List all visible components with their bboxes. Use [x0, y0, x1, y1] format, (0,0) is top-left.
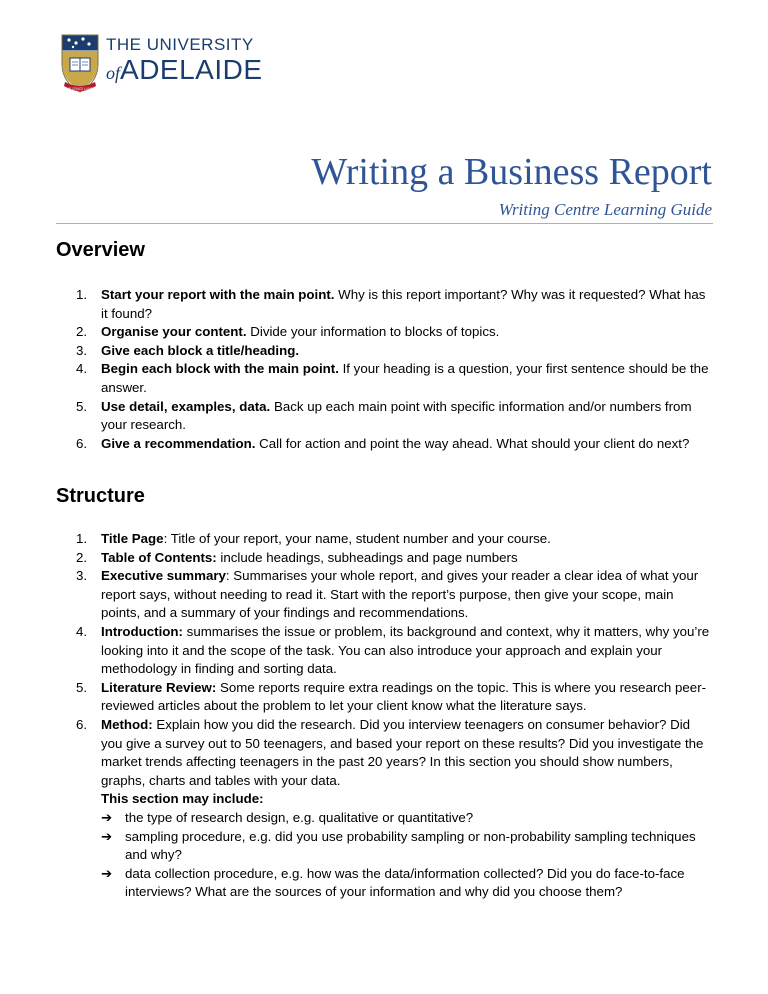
list-item: 6. Give a recommendation. Call for action and point the way ahead. What should your client do next?: [76, 435, 690, 451]
list-item: 2. Table of Contents: include headings, subheadings and page numbers: [76, 549, 518, 565]
list-item: 1. Start your report with the main point. Why is this report important? Why was it requested? What has it found?: [76, 287, 706, 321]
list-item: 3. Give each block a title/heading.: [76, 342, 300, 358]
logo-of: of: [106, 63, 121, 83]
list-item: 4. Introduction: summarises the issue or problem, its background and context, why it matters, why you’re looking into it and the scope of the task. You can also introduce your approach and explain your methodology in finding and sorting data.: [76, 623, 710, 677]
logo-line-university: THE UNIVERSITY: [106, 35, 254, 54]
sub-list-item: ➔ data collection procedure, e.g. how was the data/information collected? Did you do face-to-face interviews? What are the sources of your information and why did you choose them?: [101, 865, 685, 900]
crest-icon: [61, 34, 99, 96]
arrow-bullet-icon: ➔: [101, 828, 113, 844]
sub-list-item: ➔ the type of research design, e.g. qualitative or quantitative?: [101, 809, 713, 828]
crest-motto: SUB CRUCE LUMEN: [64, 87, 96, 91]
list-item: 1. Title Page: Title of your report, your name, student number and your course.: [76, 531, 551, 546]
header-divider: [56, 223, 713, 224]
arrow-bullet-icon: ➔: [101, 865, 113, 881]
university-logo: [61, 34, 261, 100]
method-subheading: This section may include:: [101, 791, 264, 807]
page-title: Writing a Business Report: [311, 151, 712, 193]
logo-adelaide: ADELAIDE: [120, 54, 263, 85]
overview-heading: Overview: [56, 239, 145, 261]
structure-heading: Structure: [56, 485, 145, 507]
list-item: 4. Begin each block with the main point. If your heading is a question, your first sentence should be the answer.: [76, 361, 709, 395]
list-item: 2. Organise your content. Divide your information to blocks of topics.: [76, 324, 500, 340]
page-subtitle: Writing Centre Learning Guide: [498, 200, 712, 219]
list-item: 6. Method: Explain how you did the research. Did you interview teenagers on consumer behavior? Did you give a survey out to 50 teenagers, and based your report on these results? Did you investigate the market trends affecting teenagers in the past 20 years? In this section you should show numbers, graphs, charts and tables with your data. This section may include: ➔ the type of research design, e.g. qualitative or quantitative? ➔ sampling procedure, e.g. did you use probability sampling or non-probability sampling techniques and why? ➔ data collection procedure, e.g. how was the data/information collected? Did you do face-to-face interviews? What are the sources of your information and why did you choose them?: [56, 716, 713, 902]
method-sublist: [101, 809, 713, 902]
overview-list: [56, 286, 713, 453]
structure-list: [56, 530, 713, 902]
sub-list-item: ➔ sampling procedure, e.g. did you use probability sampling or non-probability sampling techniques and why?: [101, 828, 696, 863]
arrow-bullet-icon: ➔: [101, 809, 113, 825]
list-item: 5. Use detail, examples, data. Back up each main point with specific information and/or numbers from your research.: [76, 398, 692, 433]
list-item: 5. Literature Review: Some reports require extra readings on the topic. This is where you research peer-reviewed articles about the problem to let your client know what the literature says.: [76, 679, 707, 714]
list-item: 3. Executive summary: Summarises your whole report, and gives your reader a clear idea of what your report says, without needing to read it. Start with the report’s purpose, then give your scope, main points, and a summary of your findings and recommendations.: [76, 568, 699, 621]
